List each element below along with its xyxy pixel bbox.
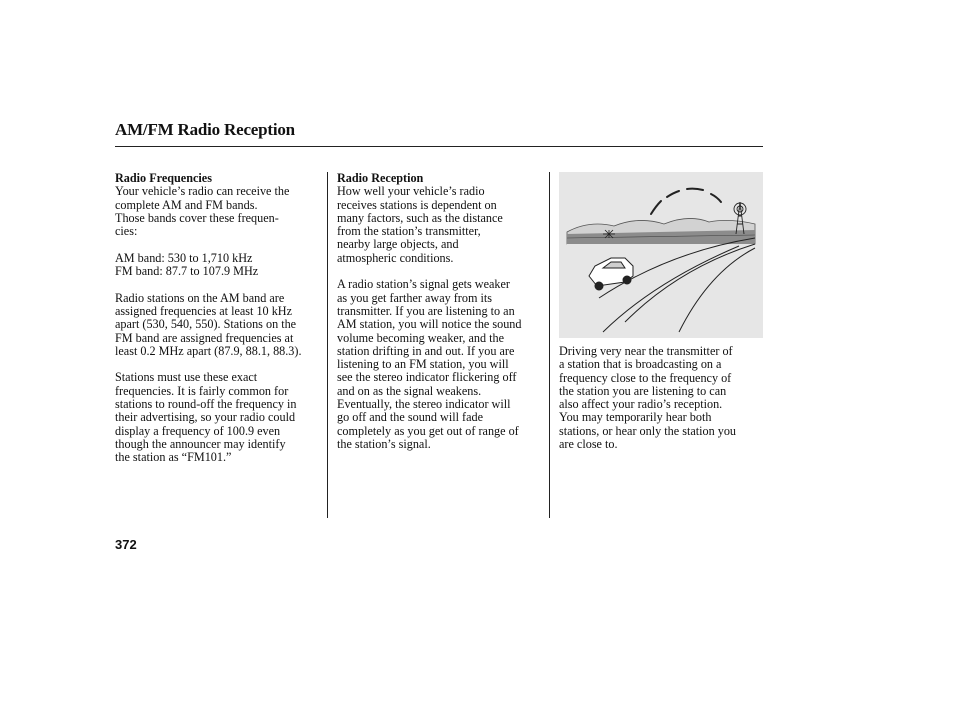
- text-line: apart (530, 540, 550). Stations on the: [115, 317, 297, 332]
- text-line: You may temporarily hear both: [559, 410, 712, 425]
- text-line: cies:: [115, 224, 138, 239]
- text-line: go off and the sound will fade: [337, 410, 483, 425]
- text-line: Your vehicle’s radio can receive the: [115, 184, 290, 199]
- paragraph: [559, 345, 763, 451]
- text-line: FM band: 87.7 to 107.9 MHz: [115, 264, 259, 279]
- text-line: though the announcer may identify: [115, 436, 286, 451]
- text-line: Driving very near the transmitter of: [559, 344, 733, 358]
- text-line: frequencies. It is fairly common for: [115, 383, 289, 398]
- text-line: the station’s signal.: [337, 436, 431, 451]
- text-line: transmitter. If you are listening to an: [337, 303, 515, 318]
- paragraph: [115, 185, 325, 238]
- text-line: Those bands cover these frequen-: [115, 210, 279, 225]
- text-line: Radio stations on the AM band are: [115, 290, 285, 305]
- column-radio-frequencies: [115, 172, 325, 478]
- paragraph: [115, 252, 325, 279]
- column-interference: [559, 345, 763, 465]
- text-line: station drifting in and out. If you are: [337, 343, 515, 358]
- text-line: listening to an FM station, you will: [337, 357, 509, 372]
- page-title: AM/FM Radio Reception: [115, 120, 295, 139]
- illustration-svg: [559, 172, 763, 338]
- column-divider: [327, 172, 328, 518]
- text-line: complete AM and FM bands.: [115, 197, 258, 212]
- text-line: receives stations is dependent on: [337, 197, 497, 212]
- paragraph: [337, 278, 545, 451]
- text-line: also affect your radio’s reception.: [559, 397, 723, 412]
- text-line: are close to.: [559, 437, 618, 452]
- text-line: AM station, you will notice the sound: [337, 317, 522, 332]
- text-line: assigned frequencies at least 10 kHz: [115, 303, 292, 318]
- text-line: their advertising, so your radio could: [115, 410, 296, 425]
- title-rule: [115, 146, 763, 147]
- text-line: completely as you get out of range of: [337, 423, 519, 438]
- page-number: 372: [115, 537, 137, 552]
- text-line: atmospheric conditions.: [337, 250, 454, 265]
- text-line: frequency close to the frequency of: [559, 370, 732, 385]
- text-line: nearby large objects, and: [337, 237, 459, 252]
- text-line: Stations must use these exact: [115, 370, 258, 385]
- column-radio-reception: [337, 172, 545, 465]
- text-line: the station you are listening to can: [559, 383, 727, 398]
- text-line: volume becoming weaker, and the: [337, 330, 505, 345]
- text-line: the station as “FM101.”: [115, 450, 232, 465]
- text-line: and on as the signal weakens.: [337, 383, 482, 398]
- text-line: Eventually, the stereo indicator will: [337, 397, 511, 412]
- text-line: AM band: 530 to 1,710 kHz: [115, 250, 253, 265]
- text-line: display a frequency of 100.9 even: [115, 423, 281, 438]
- text-line: A radio station’s signal gets weaker: [337, 277, 510, 292]
- text-line: stations to round-off the frequency in: [115, 397, 297, 412]
- text-line: least 0.2 MHz apart (87.9, 88.1, 88.3).: [115, 343, 302, 358]
- section-heading-radio-frequencies: Radio Frequencies: [115, 171, 212, 185]
- text-line: from the station’s transmitter,: [337, 224, 481, 239]
- column-divider: [549, 172, 550, 518]
- section-heading-radio-reception: Radio Reception: [337, 171, 424, 185]
- paragraph: [337, 185, 545, 265]
- car-driving-near-transmitter-illustration: [559, 172, 763, 338]
- text-line: a station that is broadcasting on a: [559, 357, 722, 372]
- text-line: see the stereo indicator flickering off: [337, 370, 517, 385]
- paragraph: [115, 371, 325, 464]
- text-line: FM band are assigned frequencies at: [115, 330, 294, 345]
- paragraph: [115, 292, 325, 358]
- text-line: as you get farther away from its: [337, 290, 492, 305]
- text-line: many factors, such as the distance: [337, 210, 503, 225]
- text-line: How well your vehicle’s radio: [337, 184, 485, 199]
- text-line: stations, or hear only the station you: [559, 423, 737, 438]
